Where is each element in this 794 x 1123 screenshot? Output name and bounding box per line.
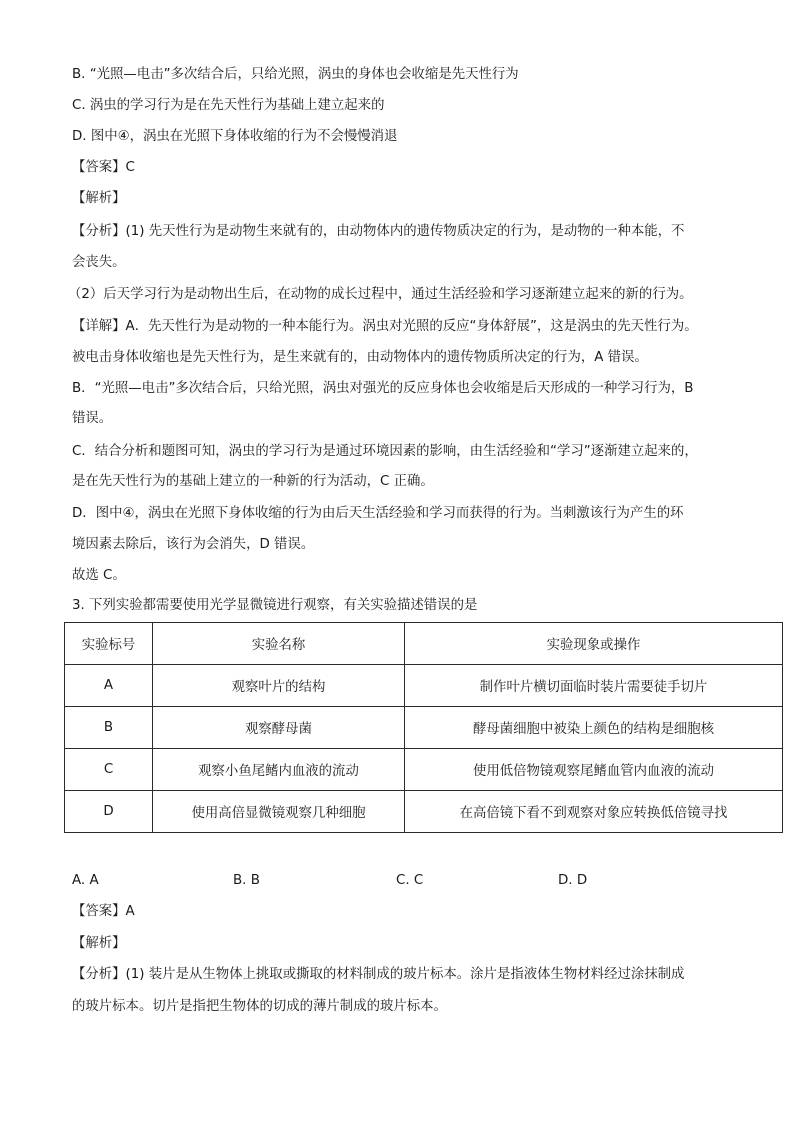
cell-phenomenon: 酵母菌细胞中被染上颜色的结构是细胞核 <box>405 707 783 749</box>
detail-d-line-1: D．图中④，涡虫在光照下身体收缩的行为由后天生活经验和学习而获得的行为。当刺激该行为产生的环 <box>72 506 684 521</box>
analysis-heading-2: 【解析】 <box>72 936 126 951</box>
cell-phenomenon: 制作叶片横切面临时装片需要徒手切片 <box>405 665 783 707</box>
detail-a-line-1: 【详解】A．先天性行为是动物的一种本能行为。涡虫对光照的反应“身体舒展”，这是涡虫的先天性行为。 <box>72 319 698 334</box>
detail-c-line-2: 是在先天性行为的基础上建立的一种新的行为活动，C 正确。 <box>72 474 434 489</box>
experiment-table <box>64 622 783 833</box>
cell-id: A <box>65 665 153 707</box>
analysis-heading: 【解析】 <box>72 191 126 206</box>
answer-options <box>0 872 794 890</box>
answer-label: 【答案】C <box>72 160 135 175</box>
analysis-paragraph-1: 【分析】(1) 先天性行为是动物生来就有的，由动物体内的遗传物质决定的行为，是动物的一种本能，不 <box>72 224 685 239</box>
analysis-paragraph-3: 【分析】(1) 装片是从生物体上挑取或撕取的材料制成的玻片标本。涂片是指液体生物材料经过涂抹制成 <box>72 967 685 982</box>
cell-phenomenon: 在高倍镜下看不到观察对象应转换低倍镜寻找 <box>405 791 783 833</box>
cell-id: C <box>65 749 153 791</box>
cell-phenomenon: 使用低倍物镜观察尾鳍血管内血液的流动 <box>405 749 783 791</box>
detail-d-line-2: 境因素去除后，该行为会消失，D 错误。 <box>72 537 315 552</box>
analysis-paragraph-3-cont: 的玻片标本。切片是指把生物体的切成的薄片制成的玻片标本。 <box>72 999 447 1014</box>
option-a: A. A <box>72 873 99 888</box>
header-exp-name: 实验名称 <box>153 623 405 665</box>
cell-name: 观察小鱼尾鳍内血液的流动 <box>153 749 405 791</box>
detail-c-line-1: C．结合分析和题图可知，涡虫的学习行为是通过环境因素的影响，由生活经验和“学习”逐渐建立起来的， <box>72 444 698 459</box>
analysis-paragraph-2: （2）后天学习行为是动物出生后，在动物的成长过程中，通过生活经验和学习逐渐建立起来的新的行为。 <box>68 287 693 302</box>
option-b-text: B. “光照—电击”多次结合后，只给光照，涡虫的身体也会收缩是先天性行为 <box>72 67 519 82</box>
option-c: C. C <box>396 873 424 888</box>
detail-a-line-2: 被电击身体收缩也是先天性行为，是生来就有的，由动物体内的遗传物质所决定的行为，A 错误。 <box>72 350 648 365</box>
cell-id: D <box>65 791 153 833</box>
answer-label-2: 【答案】A <box>72 904 135 919</box>
cell-id: B <box>65 707 153 749</box>
option-b: B. B <box>233 873 260 888</box>
table-row <box>65 749 783 791</box>
header-exp-phenomenon: 实验现象或操作 <box>405 623 783 665</box>
option-d: D. D <box>558 873 588 888</box>
detail-b-line-2: 错误。 <box>72 411 113 426</box>
detail-b-line-1: B．“光照—电击”多次结合后，只给光照，涡虫对强光的反应身体也会收缩是后天形成的一种学习行为，B <box>72 381 694 396</box>
table-header-row <box>65 623 783 665</box>
table-row <box>65 791 783 833</box>
question-3-stem: 3. 下列实验都需要使用光学显微镜进行观察，有关实验描述错误的是 <box>72 598 478 613</box>
table-row <box>65 707 783 749</box>
cell-name: 观察酵母菌 <box>153 707 405 749</box>
cell-name: 使用高倍显微镜观察几种细胞 <box>153 791 405 833</box>
analysis-paragraph-1-cont: 会丧失。 <box>72 255 126 270</box>
header-exp-id: 实验标号 <box>65 623 153 665</box>
cell-name: 观察叶片的结构 <box>153 665 405 707</box>
option-d-text: D. 图中④，涡虫在光照下身体收缩的行为不会慢慢消退 <box>72 129 398 144</box>
table-row <box>65 665 783 707</box>
choice-conclusion: 故选 C。 <box>72 568 126 583</box>
option-c-text: C. 涡虫的学习行为是在先天性行为基础上建立起来的 <box>72 98 385 113</box>
